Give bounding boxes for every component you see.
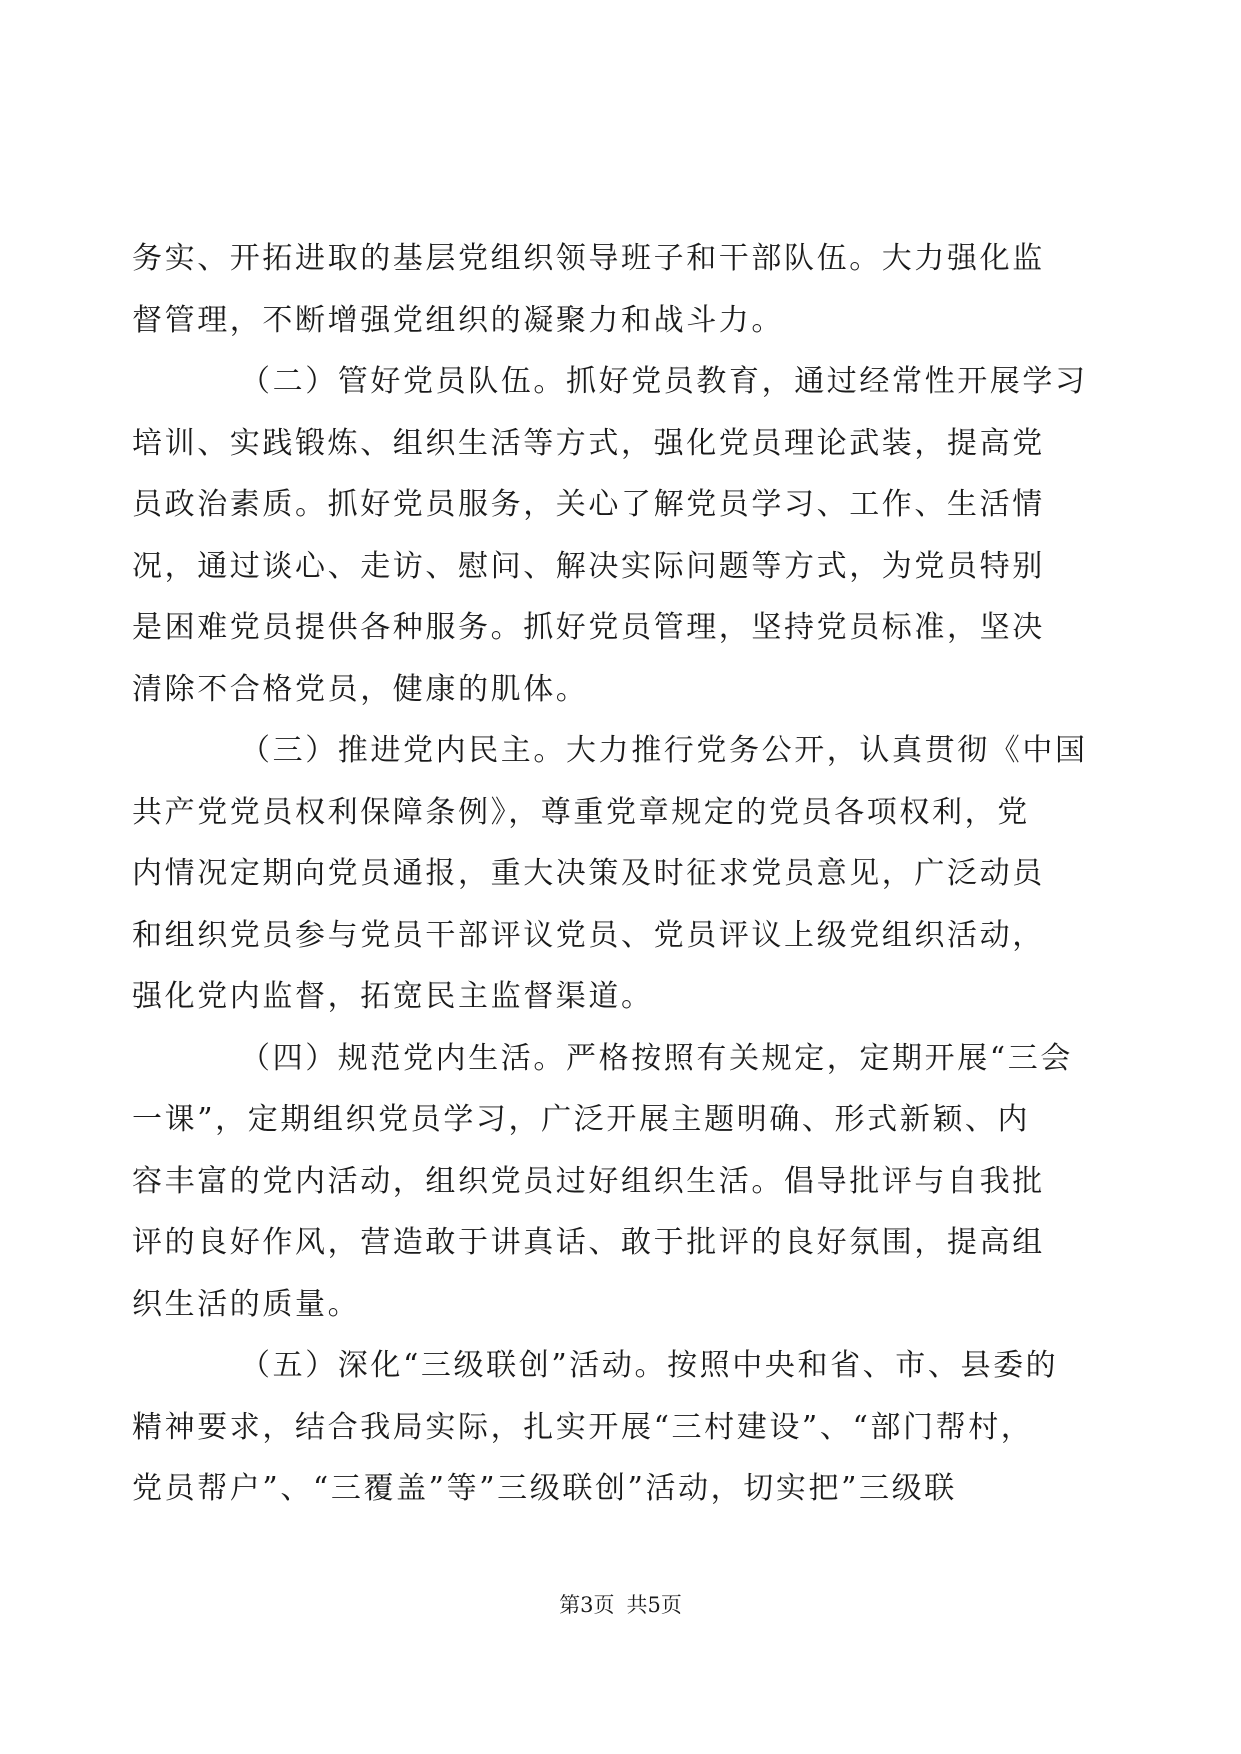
text-line: 和组织党员参与党员干部评议党员、党员评议上级党组织活动， [132, 917, 1045, 953]
page-number: 第3页 [559, 1593, 615, 1617]
text-line: 况，通过谈心、走访、慰问、解决实际问题等方式，为党员特别 [132, 548, 1045, 584]
text-line: 党员帮户”、“三覆盖”等”三级联创”活动，切实把”三级联 [132, 1471, 957, 1506]
text-line: 员政治素质。抓好党员服务，关心了解党员学习、工作、生活情 [132, 487, 1045, 522]
text-line: 督管理，不断增强党组织的凝聚力和战斗力。 [132, 302, 784, 338]
page-footer [0, 1590, 1241, 1620]
text-line: 共产党党员权利保障条例》，尊重党章规定的党员各项权利，党 [132, 794, 1030, 830]
text-line: 织生活的质量。 [132, 1286, 361, 1322]
document-body [132, 228, 1092, 1520]
text-line: 一课”，定期组织党员学习，广泛开展主题明确、形式新颖、内 [132, 1102, 1031, 1137]
text-line: 务实、开拓进取的基层党组织领导班子和干部队伍。大力强化监 [132, 241, 1045, 276]
text-line: 评的良好作风，营造敢于讲真话、敢于批评的良好氛围，提高组 [132, 1225, 1045, 1260]
text-line: 是困难党员提供各种服务。抓好党员管理，坚持党员标准，坚决 [132, 610, 1045, 645]
text-line: 内情况定期向党员通报，重大决策及时征求党员意见，广泛动员 [132, 856, 1045, 891]
paragraph-first-line: （四）规范党内生活。严格按照有关规定，定期开展“三会 [240, 1040, 1073, 1076]
page-total: 共5页 [626, 1593, 682, 1617]
text-line: 强化党内监督，拓宽民主监督渠道。 [132, 979, 654, 1014]
paragraph-first-line: （三）推进党内民主。大力推行党务公开，认真贯彻《中国 [240, 733, 1088, 768]
paragraph-first-line: （二）管好党员队伍。抓好党员教育，通过经常性开展学习 [240, 364, 1088, 399]
text-line: 精神要求，结合我局实际，扎实开展“三村建设”、“部门帮村， [132, 1409, 1034, 1445]
text-line: 清除不合格党员，健康的肌体。 [132, 671, 589, 707]
paragraph-first-line: （五）深化“三级联创”活动。按照中央和省、市、县委的 [240, 1348, 1059, 1383]
text-line: 培训、实践锻炼、组织生活等方式，强化党员理论武装，提高党 [132, 425, 1045, 461]
text-line: 容丰富的党内活动，组织党员过好组织生活。倡导批评与自我批 [132, 1163, 1045, 1199]
